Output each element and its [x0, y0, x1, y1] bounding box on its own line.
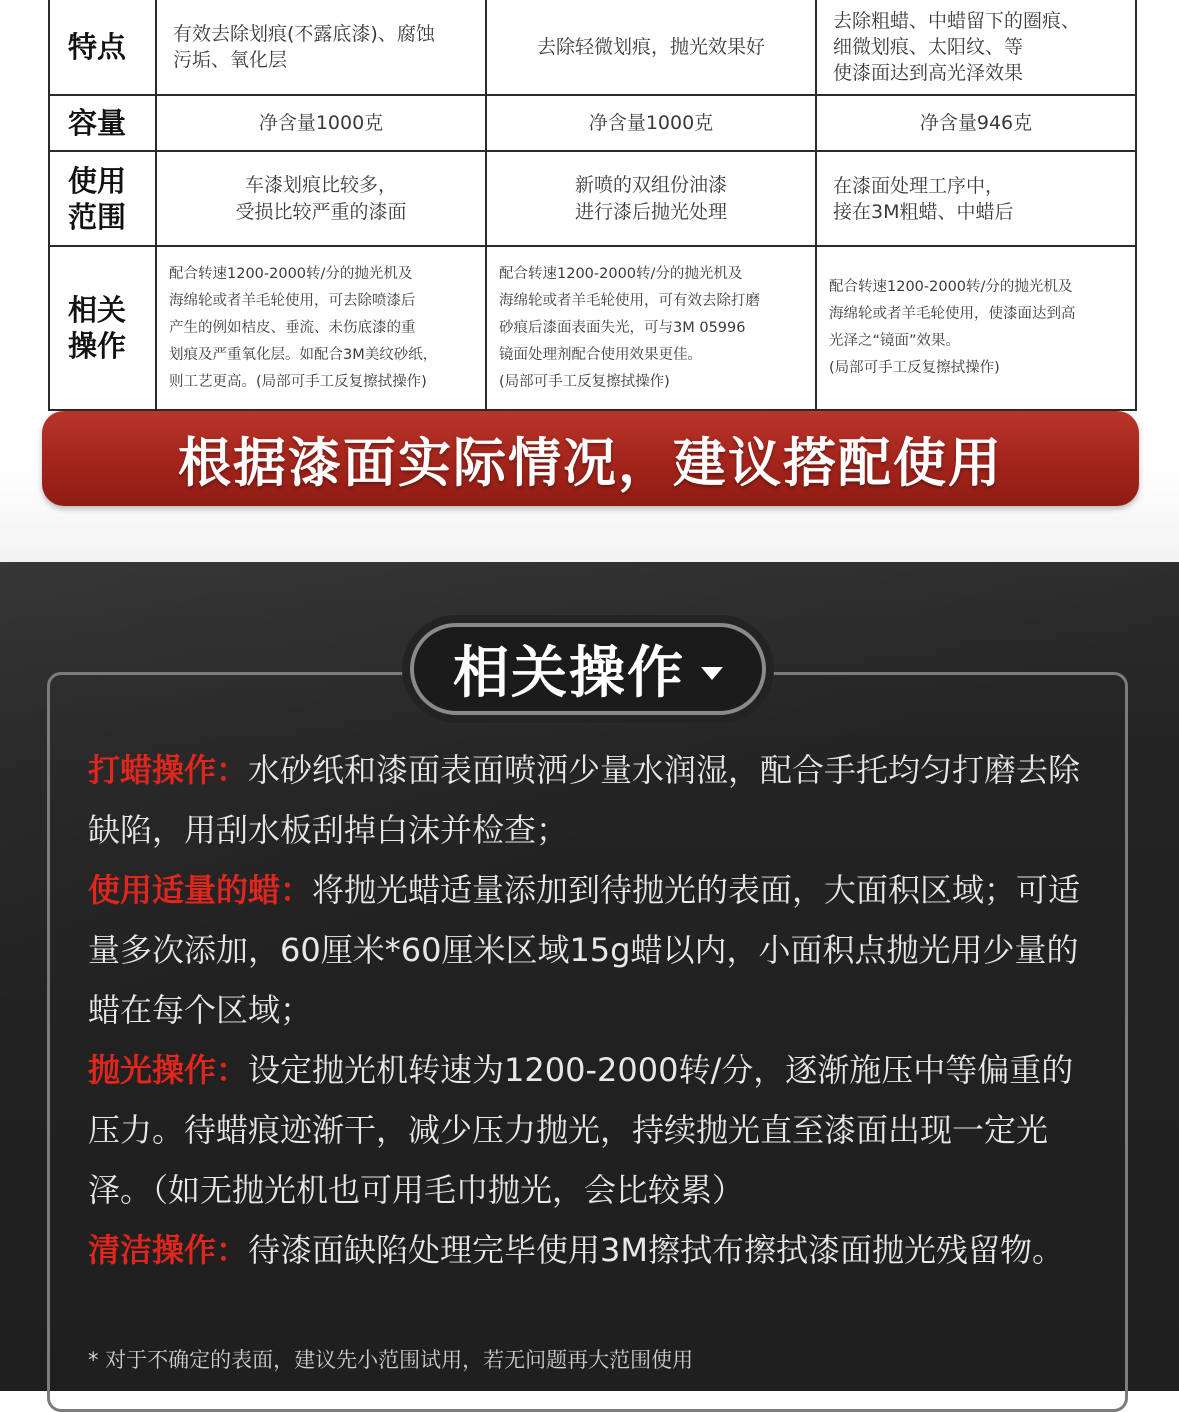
- row-header-capacity: 容量: [49, 95, 156, 151]
- table-cell: 去除粗蜡、中蜡留下的圈痕、 细微划痕、太阳纹、等 使漆面达到高光泽效果: [816, 0, 1136, 95]
- table-row-features: [49, 0, 1136, 95]
- table-cell: 在漆面处理工序中， 接在3M粗蜡、中蜡后: [816, 151, 1136, 246]
- table-cell: 配合转速1200-2000转/分的抛光机及 海绵轮或者羊毛轮使用，可有效去除打磨 砂痕后漆面表面失光，可与3M 05996 镜面处理剂配合使用效果更佳。 (局部可手工反复擦拭操作): [486, 246, 816, 410]
- operation-text: 将抛光蜡适量添加到待抛光的表面，大面积区域；可适量多次添加，60厘米*60厘米区域15g蜡以内，小面积点抛光用少量的蜡在每个区域；: [88, 871, 1081, 1029]
- operation-item-waxing: [88, 740, 1098, 860]
- operations-title-pill: [410, 623, 766, 715]
- table-cell: 净含量1000克: [156, 95, 486, 151]
- table-row-capacity: [49, 95, 1136, 151]
- operation-text: 水砂纸和漆面表面喷洒少量水润湿，配合手托均匀打磨去除缺陷，用刮水板刮掉白沫并检查；: [88, 751, 1081, 849]
- operation-item-wax-amount: [88, 860, 1098, 1040]
- table-cell: 车漆划痕比较多， 受损比较严重的漆面: [156, 151, 486, 246]
- operation-label: 抛光操作：: [88, 1051, 249, 1089]
- operation-item-cleaning: [88, 1220, 1098, 1280]
- table-row-operations: [49, 246, 1136, 410]
- triangle-down-icon: [701, 667, 723, 680]
- table-cell: 净含量946克: [816, 95, 1136, 151]
- recommendation-banner: [42, 411, 1139, 506]
- banner-text: 根据漆面实际情况，建议搭配使用: [178, 432, 1003, 494]
- table-row-usage-scope: [49, 151, 1136, 246]
- table-cell: 有效去除划痕(不露底漆)、腐蚀 污垢、氧化层: [156, 0, 486, 95]
- product-comparison-table: [48, 0, 1137, 411]
- table-cell: 净含量1000克: [486, 95, 816, 151]
- operations-title: 相关操作: [453, 641, 685, 706]
- row-header-features: 特点: [49, 0, 156, 95]
- operations-section: [0, 562, 1179, 1391]
- operation-text: 待漆面缺陷处理完毕使用3M擦拭布擦拭漆面抛光残留物。: [248, 1231, 1064, 1269]
- row-header-usage-scope: 使用 范围: [49, 151, 156, 246]
- operation-text: 设定抛光机转速为1200-2000转/分，逐渐施压中等偏重的压力。待蜡痕迹渐干，减少压力抛光，持续抛光直至漆面出现一定光泽。（如无抛光机也可用毛巾抛光，会比较累）: [88, 1051, 1074, 1209]
- table-cell: 配合转速1200-2000转/分的抛光机及 海绵轮或者羊毛轮使用，可去除喷漆后 产生的例如桔皮、垂流、未伤底漆的重 划痕及严重氧化层。如配合3M美纹砂纸， 则工艺更高。(局部可手工反复擦拭操作): [156, 246, 486, 410]
- footnote: * 对于不确定的表面，建议先小范围试用，若无问题再大范围使用: [88, 1348, 694, 1372]
- operation-label: 清洁操作：: [88, 1231, 249, 1269]
- product-comparison-section: [0, 0, 1179, 562]
- operation-label: 打蜡操作：: [88, 751, 249, 789]
- operation-item-polishing: [88, 1040, 1098, 1220]
- table-cell: 配合转速1200-2000转/分的抛光机及 海绵轮或者羊毛轮使用，使漆面达到高 光泽之“镜面”效果。 (局部可手工反复擦拭操作): [816, 246, 1136, 410]
- operations-list: [88, 740, 1098, 1280]
- row-header-operations: 相关 操作: [49, 246, 156, 410]
- table-cell: 新喷的双组份油漆 进行漆后抛光处理: [486, 151, 816, 246]
- operation-label: 使用适量的蜡：: [88, 871, 313, 909]
- table-cell: 去除轻微划痕，抛光效果好: [486, 0, 816, 95]
